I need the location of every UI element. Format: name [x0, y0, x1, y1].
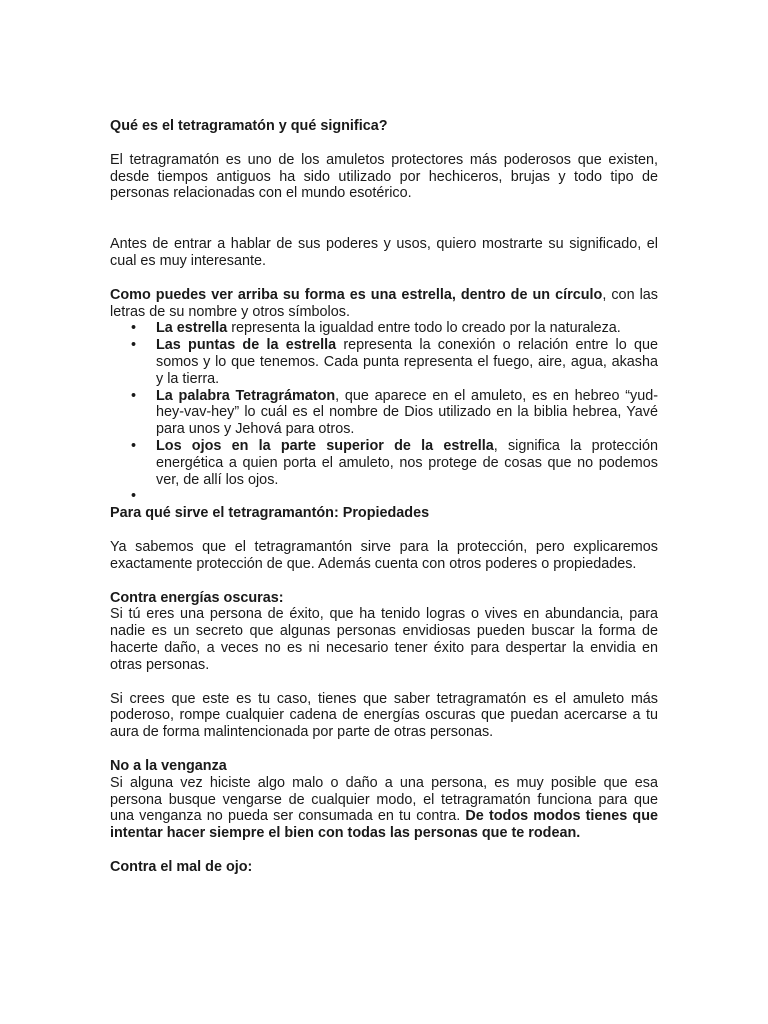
bullet-icon: •: [131, 488, 137, 505]
paragraph-venganza: [110, 775, 658, 842]
list-item-bold: Las puntas de la estrella: [156, 337, 337, 354]
list-item-text: representa la conexión o relación entre lo que somos y lo que tenemos. Cada punta representa el fuego, aire, agua, akasha y la tierra.: [156, 337, 658, 387]
list-item: [110, 438, 658, 488]
paragraph-venganza-bold: De todos modos tienes que intentar hacer siempre el bien con todas las personas que te rodean.: [110, 808, 658, 842]
list-item-text: representa la igualdad entre todo lo creado por la naturaleza.: [227, 320, 621, 337]
paragraph-forma-bold: Como puedes ver arriba su forma es una estrella, dentro de un círculo: [110, 286, 603, 303]
list-item-text: , que aparece en el amuleto, es en hebreo “yud-hey-vav-hey” lo cuál es el nombre de Dios utilizado en la biblia hebrea, Yavé para unos y Jehová para otros.: [156, 387, 659, 438]
heading-propiedades: Para qué sirve el tetragramantón: Propiedades: [110, 505, 430, 522]
bullet-icon: •: [131, 387, 137, 404]
heading-venganza: No a la venganza: [110, 757, 227, 774]
paragraph-antes: Antes de entrar a hablar de sus poderes y usos, quiero mostrarte su significado, el cual es muy interesante.: [110, 236, 658, 269]
paragraph-exito: Si tú eres una persona de éxito, que ha tenido logras o vives en abundancia, para nadie es un secreto que algunas personas envidiosas pueden buscar la forma de hacerte daño, a veces no es ni necesario tener éxito para despertar la envidia en otras personas.: [110, 606, 658, 673]
list-item: [110, 337, 658, 387]
bullet-icon: •: [131, 437, 137, 454]
paragraph-ya-sabemos: Ya sabemos que el tetragramantón sirve para la protección, pero explicaremos exactamente protección de que. Además cuenta con otros poderes o propiedades.: [110, 538, 658, 572]
paragraph-si-crees: Si crees que este es tu caso, tienes que saber tetragramatón es el amuleto más poderoso, rompe cualquier cadena de energías oscuras que puedan acercarse a tu aura de forma malintencionada por parte de otras personas.: [110, 690, 658, 741]
paragraph-venganza-text: Si alguna vez hiciste algo malo o daño a una persona, es muy posible que esa persona busque vengarse de cualquier modo, el tetragramatón funciona para que una venganza no pueda ser consumada en tu contra.: [110, 774, 658, 825]
paragraph-forma: [110, 287, 658, 321]
list-item-empty: [110, 488, 658, 505]
list-item-bold: Los ojos en la parte superior de la estrella: [156, 437, 494, 454]
meaning-list: [110, 320, 658, 505]
list-item-bold: La palabra Tetragrámaton: [156, 387, 336, 404]
heading-mal-de-ojo: Contra el mal de ojo:: [110, 858, 253, 875]
bullet-icon: •: [131, 337, 137, 354]
list-item: [110, 388, 658, 438]
heading-que-es: Qué es el tetragramatón y qué significa?: [110, 118, 388, 134]
list-item-bold: La estrella: [156, 320, 228, 337]
document-page: [110, 118, 658, 876]
bullet-icon: •: [131, 320, 137, 337]
list-item-text: , significa la protección energética a quien porta el amuleto, nos protege de cosas que no podemos ver, de allí los ojos.: [156, 437, 658, 488]
paragraph-intro: El tetragramatón es uno de los amuletos protectores más poderosos que existen, desde tiempos antiguos ha sido utilizado por hechiceros, brujas y todo tipo de personas relacionadas con el mundo esotérico.: [110, 151, 658, 202]
heading-energias-oscuras: Contra energías oscuras:: [110, 589, 284, 606]
paragraph-forma-rest: , con las letras de su nombre y otros símbolos.: [110, 286, 659, 320]
list-item: [110, 320, 658, 337]
